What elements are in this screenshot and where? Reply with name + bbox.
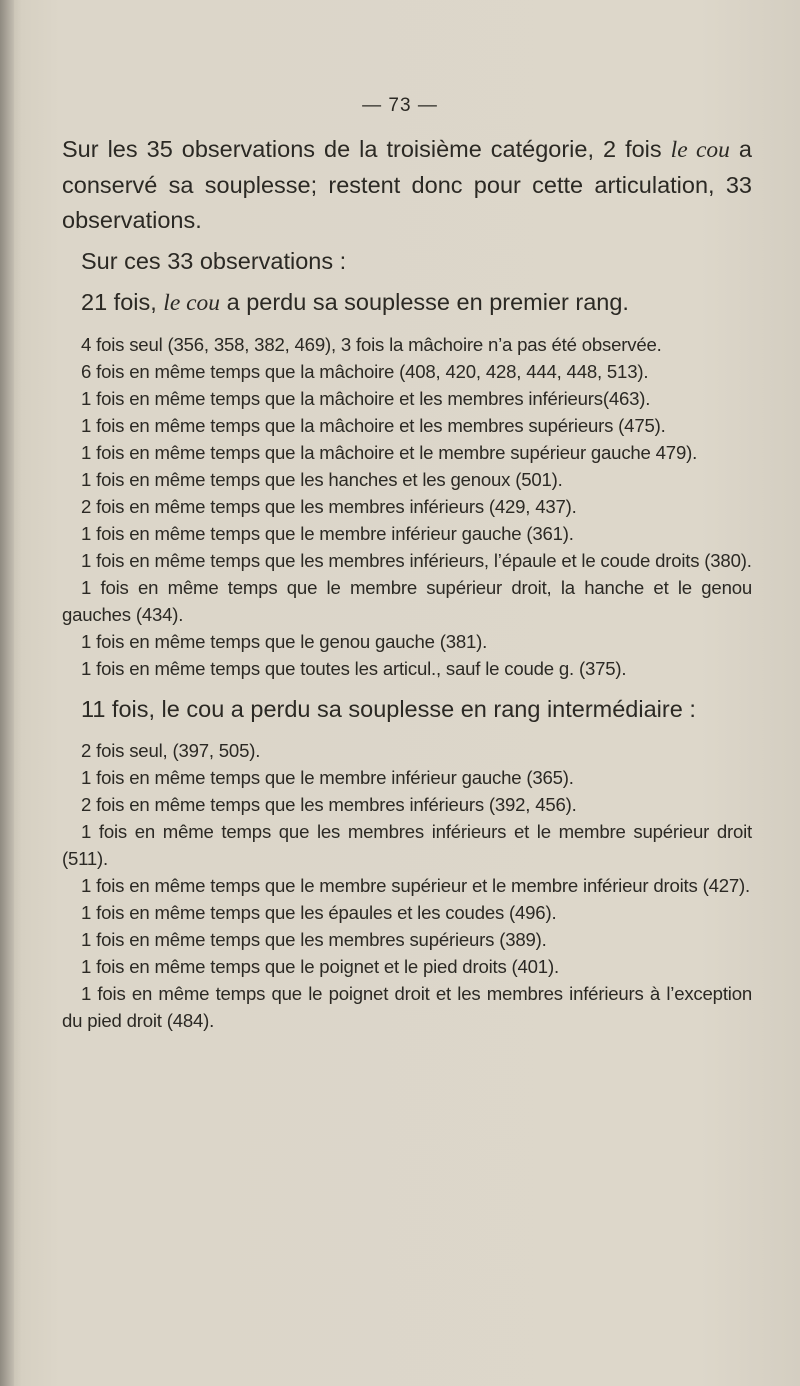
intro-emphasis: le cou <box>670 137 730 163</box>
list-item: 1 fois en même temps que le membre supérieur droit, la hanche et le genou gauches (434). <box>62 577 752 625</box>
list-item: 2 fois en même temps que les membres inférieurs (429, 437). <box>81 496 577 517</box>
paragraph-subtotal: Sur ces 33 observations : <box>81 248 347 274</box>
page-number: — 73 — <box>362 95 438 116</box>
list-item: 1 fois en même temps que le membre inférieur gauche (365). <box>81 767 574 788</box>
list-item: 2 fois seul, (397, 505). <box>81 740 261 761</box>
list-item: 2 fois en même temps que les membres inférieurs (392, 456). <box>81 794 577 815</box>
paragraph-intro <box>62 132 752 238</box>
list-item: 1 fois en même temps que les membres supérieurs (389). <box>81 929 547 950</box>
list-item: 1 fois en même temps que la mâchoire et les membres supérieurs (475). <box>81 415 666 436</box>
list-item: 1 fois en même temps que toutes les articul., sauf le coude g. (375). <box>81 658 627 679</box>
list-item: 1 fois en même temps que le membre supérieur et le membre inférieur droits (427). <box>81 875 750 896</box>
first-rank-text-b: a perdu sa souplesse en premier rang. <box>220 289 629 315</box>
intro-text-b: a conservé sa souplesse; restent donc pour cette articulation, 33 observations. <box>62 136 752 233</box>
list-item: 1 fois en même temps que le poignet et le pied droits (401). <box>81 956 559 977</box>
paragraph-intermediate-rank: 11 fois, le cou a perdu sa souplesse en rang intermédiaire : <box>81 696 696 722</box>
list-item: 1 fois en même temps que le poignet droit et les membres inférieurs à l’exception du pied droit (484). <box>62 983 752 1031</box>
page-body <box>62 92 752 1034</box>
first-rank-emphasis: le cou <box>163 290 221 316</box>
list-item: 4 fois seul (356, 358, 382, 469), 3 fois la mâchoire n’a pas été observée. <box>81 334 662 355</box>
list-item: 1 fois en même temps que le membre inférieur gauche (361). <box>81 523 574 544</box>
intermediate-rank-list <box>62 737 752 1034</box>
list-item: 6 fois en même temps que la mâchoire (408, 420, 428, 444, 448, 513). <box>81 361 649 382</box>
first-rank-text-a: 21 fois, <box>81 289 164 315</box>
list-item: 1 fois en même temps que les hanches et les genoux (501). <box>81 469 563 490</box>
list-item: 1 fois en même temps que les épaules et les coudes (496). <box>81 902 557 923</box>
list-item: 1 fois en même temps que les membres inférieurs et le membre supérieur droit (511). <box>62 821 752 869</box>
list-item: 1 fois en même temps que le genou gauche (381). <box>81 631 488 652</box>
intro-text-a: Sur les 35 observations de la troisième catégorie, 2 fois <box>62 136 671 162</box>
paragraph-first-rank <box>62 285 752 321</box>
list-item: 1 fois en même temps que la mâchoire et les membres inférieurs(463). <box>81 388 651 409</box>
list-item: 1 fois en même temps que les membres inférieurs, l’épaule et le coude droits (380). <box>81 550 752 571</box>
book-spine-shadow <box>0 0 14 1386</box>
first-rank-list <box>62 331 752 682</box>
list-item: 1 fois en même temps que la mâchoire et le membre supérieur gauche 479). <box>81 442 698 463</box>
